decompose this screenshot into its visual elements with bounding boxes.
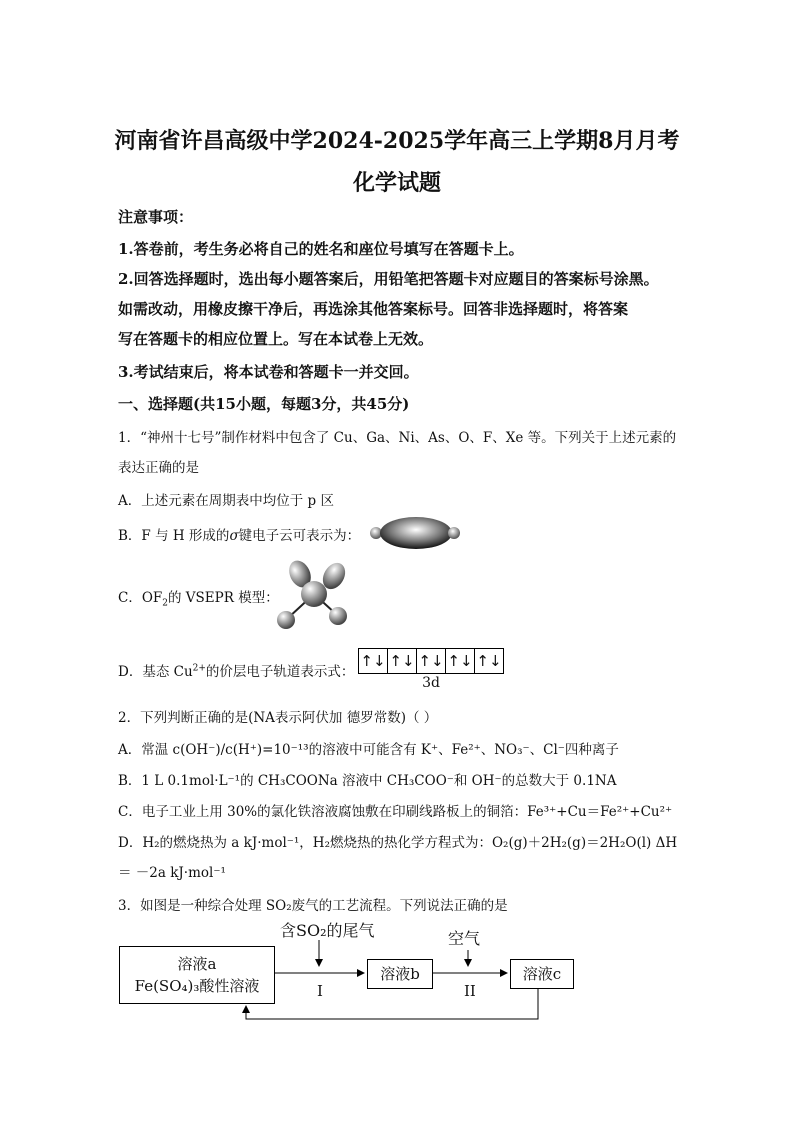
notice-item-1: 1.答卷前，考生务必将自己的姓名和座位号填写在答题卡上。 [118, 240, 524, 258]
q2-stem: 2．下列判断正确的是(NA表示阿伏加 德罗常数)（ ） [118, 710, 438, 726]
notice-heading: 注意事项： [118, 208, 194, 226]
orbital-cell: ↑↓ [388, 649, 417, 673]
notice-item-3: 3.考试结束后，将本试卷和答题卡一并交回。 [118, 363, 419, 381]
notice-item-2c: 写在答题卡的相应位置上。写在本试卷上无效。 [118, 330, 434, 348]
q1-stem-cont: 表达正确的是 [118, 460, 199, 476]
flow-input-air: 空气 [448, 929, 481, 948]
q2-option-d-cont: ＝ －2a kJ·mol⁻¹ [118, 865, 226, 881]
notice-item-2b: 如需改动，用橡皮擦干净后，再选涂其他答案标号。回答非选择题时，将答案 [118, 300, 629, 318]
q1-option-c: C．$OF_2$的 VSEPR 模型： [118, 590, 279, 609]
flow-input-gas: 含SO₂的尾气 [280, 921, 375, 940]
q2-option-d: D．H₂的燃烧热为 a kJ·mol⁻¹，H₂燃烧热的热化学方程式为：O₂(g)＋2H₂(g)＝2H₂O(l) ΔH [118, 835, 678, 851]
orbital-cell: ↑↓ [446, 649, 475, 673]
exam-title: 河南省许昌高级中学2024-2025学年高三上学期8月月考 [114, 128, 680, 154]
notice-item-2a: 2.回答选择题时，选出每小题答案后，用铅笔把答题卡对应题目的答案标号涂黑。 [118, 270, 659, 288]
q1-option-b: B．F 与 H 形成的σ键电子云可表示为： [118, 528, 361, 544]
q1-option-a: A．上述元素在周期表中均位于 p 区 [118, 493, 334, 509]
flow-box-b: 溶液b [367, 959, 433, 989]
orbital-cell: ↑↓ [476, 652, 502, 670]
orbital-label: 3d [422, 675, 440, 691]
flow-box-a-desc: Fe(SO₄)₃酸性溶液 [134, 977, 260, 995]
exam-subtitle: 化学试题 [352, 170, 441, 196]
flow-step-1: I [317, 982, 323, 1000]
flow-step-2: II [464, 982, 476, 1000]
q1-option-d: D．基态 $Cu^{2+}$的价层电子轨道表示式： [118, 663, 355, 680]
orbital-cell: ↑↓ [417, 649, 446, 673]
flow-box-c: 溶液c [510, 959, 574, 989]
q2-option-c: C．电子工业上用 30%的氯化铁溶液腐蚀敷在印刷线路板上的铜箔：Fe³⁺+Cu＝Fe²⁺+Cu²⁺ [118, 804, 673, 820]
q1-stem: 1．“神州十七号”制作材料中包含了 Cu、Ga、Ni、As、O、F、Xe 等。下列关于上述元素的 [118, 430, 677, 446]
q2-option-b: B．1 L 0.1mol·L⁻¹的 CH₃COONa 溶液中 CH₃COO⁻和 OH⁻的总数大于 0.1NA [118, 773, 617, 789]
q2-option-a: A．常温 c(OH⁻)/c(H⁺)=10⁻¹³的溶液中可能含有 K⁺、Fe²⁺、NO₃⁻、Cl⁻四种离子 [118, 742, 619, 758]
orbital-cell: ↑↓ [359, 649, 388, 673]
section-heading: 一、选择题(共15小题，每题3分，共45分) [118, 395, 410, 413]
flow-box-a-label: 溶液a [177, 955, 217, 973]
q3-stem: 3．如图是一种综合处理 SO₂废气的工艺流程。下列说法正确的是 [118, 898, 508, 914]
